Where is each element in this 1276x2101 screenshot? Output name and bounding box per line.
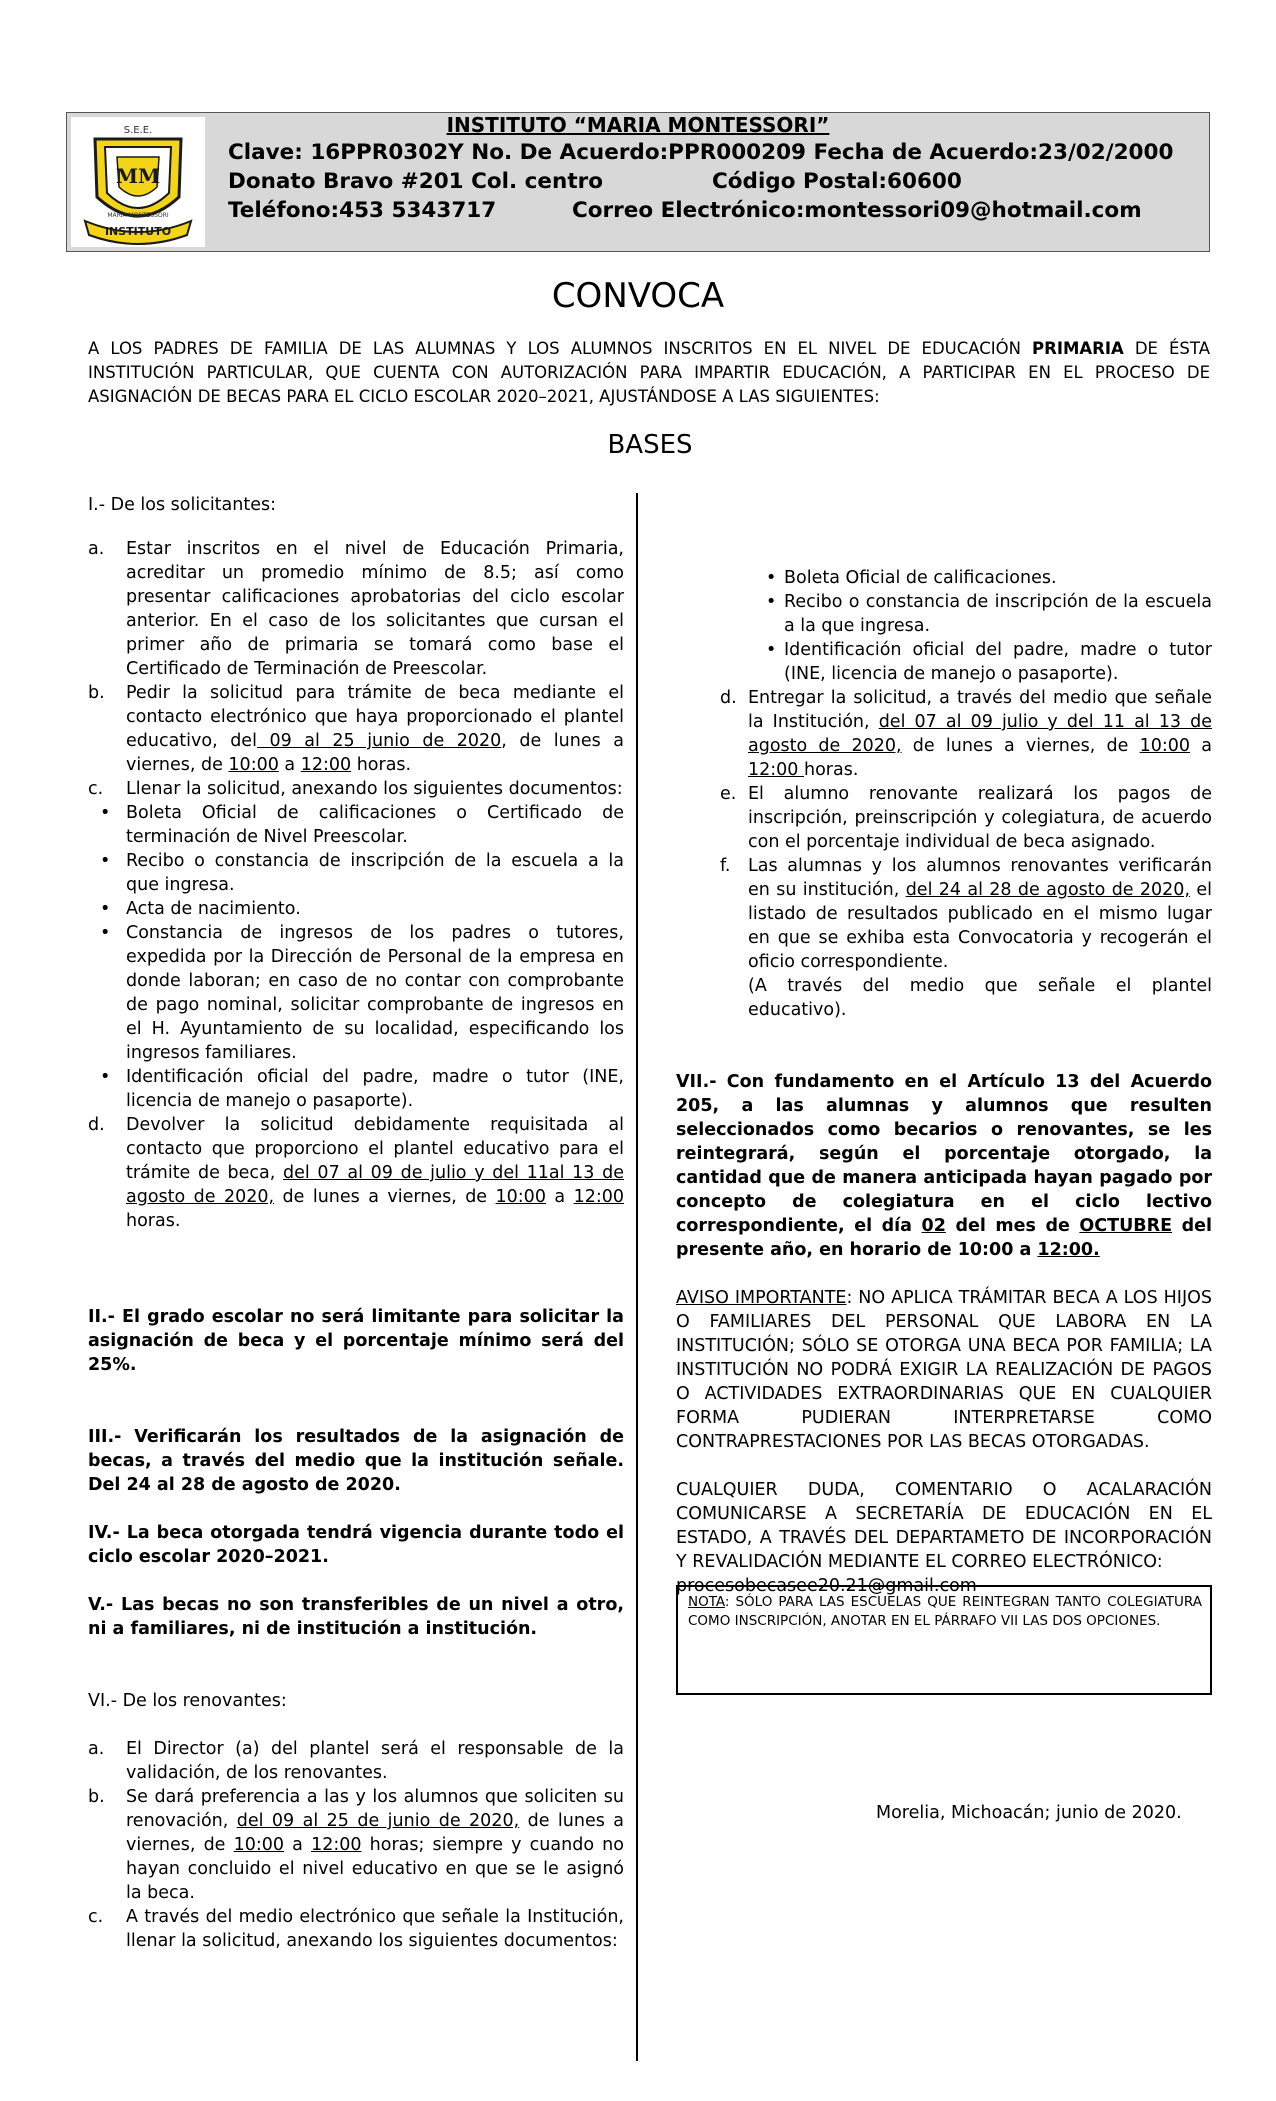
contact-paragraph: CUALQUIER DUDA, COMENTARIO O ACALARACIÓN COMUNICARSE A SECRETARÍA DE EDUCACIÓN EN EL ESTADO, A TRAVÉS DEL DEPARTAMETO DE INCORPORACIÓN Y REVALIDACIÓN MEDIANTE EL CORREO ELECTRÓNICO:: [676, 1480, 1212, 1572]
list-item: [88, 1737, 624, 1785]
header-address: Donato Bravo #201 Col. centro: [228, 169, 603, 194]
item-text: a: [278, 755, 301, 775]
section-vii-text: del mes de: [945, 1216, 1080, 1236]
section-iii: III.- Verificarán los resultados de la asignación de becas, a través del medio que la institución señale. Del 24 al 28 de agosto de 2020.: [88, 1427, 624, 1495]
column-divider: [636, 493, 638, 2061]
item-label: a.: [88, 539, 105, 559]
document-bullet: • Boleta Oficial de calificaciones o Certificado de terminación de Nivel Preescolar.: [88, 801, 624, 849]
item-text: de lunes a viernes, de: [901, 736, 1140, 756]
list-item: [720, 686, 1212, 782]
intro-paragraph: [88, 337, 1210, 409]
item-text: horas.: [126, 1211, 181, 1231]
date-range: del 09 al 25 de junio de 2020,: [236, 1811, 520, 1831]
section-vii-text: VII.- Con fundamento en el Artículo 13 del Acuerdo 205, a las alumnas y alumnos que resulten seleccionados como becarios o renovantes, se les reintegrará, según el porcentaje otorgado, la cantidad que de manera anticipada hayan pagado por concepto de colegiatura en el ciclo lectivo correspondiente, el día: [676, 1072, 1212, 1236]
item-label: f.: [720, 856, 731, 876]
document-bullet: • Recibo o constancia de inscripción de la escuela a la que ingresa.: [88, 849, 624, 897]
date-range: del 24 al 28 de agosto de 2020,: [905, 880, 1191, 900]
time: 10:00: [1139, 736, 1191, 756]
section-vii: [676, 1070, 1212, 1262]
note-text: : SÓLO PARA LAS ESCUELAS QUE REINTEGRAN TANTO COLEGIATURA COMO INSCRIPCIÓN, ANOTAR EN EL PÁRRAFO VII LAS DOS OPCIONES.: [688, 1594, 1202, 1629]
document-bullet: • Recibo o constancia de inscripción de la escuela a la que ingresa.: [766, 590, 1212, 638]
logo-monogram: MM: [115, 164, 161, 188]
item-text: El Director (a) del plantel será el responsable de la validación, de los renovantes.: [126, 1739, 624, 1783]
note-label: NOTA: [688, 1594, 725, 1610]
item-label: c.: [88, 1907, 104, 1927]
time: 12:00: [300, 755, 352, 775]
section-i-heading: I.- De los solicitantes:: [88, 495, 277, 515]
time: 12:00: [573, 1187, 624, 1207]
intro-text-a: A LOS PADRES DE FAMILIA DE LAS ALUMNAS Y LOS ALUMNOS INSCRITOS EN EL NIVEL DE EDUCACIÓN: [88, 339, 1033, 358]
item-text: A través del medio electrónico que señale la Institución, llenar la solicitud, anexando los siguientes documentos:: [126, 1907, 624, 1951]
item-text: Estar inscritos en el nivel de Educación Primaria, acreditar un promedio mínimo de 8.5; así como presentar calificaciones aprobatorias del ciclo escolar anterior. En el caso de los solicitantes que cursan el primer año de primaria se tomará como base el Certificado de Terminación de Preescolar.: [126, 539, 624, 679]
document-bullet: • Boleta Oficial de calificaciones.: [766, 566, 1212, 590]
item-text: a: [545, 1187, 574, 1207]
header-phone: Teléfono:453 5343717: [228, 198, 497, 223]
refund-day: 02: [921, 1216, 946, 1236]
institution-name: INSTITUTO “MARIA MONTESSORI”: [446, 113, 830, 137]
list-item: [88, 537, 624, 681]
time: 10:00: [228, 755, 279, 775]
list-item: [88, 1905, 624, 1953]
time: 12:00: [311, 1835, 362, 1855]
right-column: [676, 566, 1212, 1598]
logo-side-text: MARIA MONTESSORI: [107, 212, 169, 219]
refund-month: OCTUBRE: [1079, 1216, 1173, 1236]
time: 10:00: [233, 1835, 285, 1855]
item-text: Entregar la solicitud, a través del medio que señale la Institución,: [748, 688, 1212, 732]
note-box: [676, 1585, 1212, 1695]
item-text: Las alumnas y los alumnos renovantes verificarán en su institución,: [748, 856, 1212, 900]
item-text: de lunes a viernes, de: [274, 1187, 496, 1207]
date-range: del 07 al 09 de julio y del 11al 13 de agosto de 2020,: [126, 1163, 624, 1207]
intro-text-c: DE ÉSTA INSTITUCIÓN PARTICULAR, QUE CUENTA CON AUTORIZACIÓN PARA IMPARTIR EDUCACIÓN, A PARTICIPAR EN EL PROCESO DE ASIGNACIÓN DE BECAS PARA EL CICLO ESCOLAR 2020–2021, AJUSTÁNDOSE A LAS SIGUIENTES:: [88, 339, 1210, 406]
item-text: a: [284, 1835, 312, 1855]
time: 12:00: [748, 760, 804, 780]
item-text: El alumno renovante realizará los pagos de inscripción, preinscripción y colegiatura, de acuerdo con el porcentaje individual de beca asignado.: [748, 784, 1212, 852]
notice-text: : NO APLICA TRÁMITAR BECA A LOS HIJOS O FAMILIARES DEL PERSONAL QUE LABORA EN LA INSTITUCIÓN; SÓLO SE OTORGA UNA BECA POR FAMILIA; LA INSTITUCIÓN NO PODRÁ EXIGIR LA REALIZACIÓN DE PAGOS O ACTIVIDADES EXTRAORDINARIAS QUE EN CUALQUIER FORMA PUDIERAN INTERPRETARSE COMO CONTRAPRESTACIONES POR LAS BECAS OTORGADAS.: [676, 1288, 1212, 1452]
item-label: b.: [88, 683, 105, 703]
refund-time: 12:00.: [1037, 1240, 1100, 1260]
list-item: [88, 1785, 624, 1905]
item-text: horas.: [804, 760, 859, 780]
list-item: [720, 854, 1212, 1022]
item-text: Se dará preferencia a las y los alumnos que soliciten su renovación,: [126, 1787, 624, 1831]
item-text: horas; siempre y cuando no hayan concluido el nivel educativo en que se le asignó la beca.: [126, 1835, 624, 1903]
section-iv: IV.- La beca otorgada tendrá vigencia durante todo el ciclo escolar 2020–2021.: [88, 1523, 624, 1567]
header-clave-line: Clave: 16PPR0302Y No. De Acuerdo:PPR000209 Fecha de Acuerdo:23/02/2000: [228, 140, 1174, 165]
contact-email: procesobecasee20.21@gmail.com: [676, 1576, 977, 1596]
item-label: e.: [720, 784, 737, 804]
document-bullet: • Identificación oficial del padre, madre o tutor (INE, licencia de manejo o pasaporte).: [88, 1065, 624, 1113]
date-range: 09 al 25 junio de 2020: [256, 731, 502, 751]
left-column: [88, 493, 624, 1953]
section-ii: II.- El grado escolar no será limitante para solicitar la asignación de beca y el porcentaje mínimo será del 25%.: [88, 1307, 624, 1375]
item-text: , de lunes a viernes, de: [126, 731, 624, 775]
section-vii-text: del presente año, en horario de 10:00 a: [676, 1216, 1212, 1260]
list-item: [88, 1113, 624, 1233]
logo-banner-text: INSTITUTO: [104, 225, 172, 238]
item-text: horas.: [351, 755, 412, 775]
item-text: (A través del medio que señale el plantel educativo).: [748, 976, 1212, 1020]
place-date: Morelia, Michoacán; junio de 2020.: [876, 1803, 1182, 1823]
item-text: el listado de resultados publicado en el mismo lugar en que se exhiba esta Convocatoria y recogerán el oficio correspondiente.: [748, 880, 1212, 972]
item-label: a.: [88, 1739, 105, 1759]
item-label: d.: [720, 688, 737, 708]
item-text: Pedir la solicitud para trámite de beca mediante el contacto electrónico que haya proporcionado el plantel educativo, del: [126, 683, 624, 751]
important-notice: [676, 1286, 1212, 1454]
list-item: [720, 782, 1212, 854]
section-v: V.- Las becas no son transferibles de un nivel a otro, ni a familiares, ni de institución a institución.: [88, 1595, 624, 1639]
intro-level: PRIMARIA: [1032, 339, 1124, 358]
time: 10:00: [495, 1187, 546, 1207]
item-label: d.: [88, 1115, 105, 1135]
date-range: del 07 al 09 julio y del 11 al 13 de agosto de 2020,: [748, 712, 1213, 756]
document-bullet: • Acta de nacimiento.: [88, 897, 624, 921]
item-text: a: [1190, 736, 1212, 756]
item-text: Llenar la solicitud, anexando los siguientes documentos:: [126, 779, 623, 799]
notice-label: AVISO IMPORTANTE: [676, 1288, 847, 1308]
page-title: CONVOCA: [551, 276, 725, 316]
list-item: [88, 777, 624, 801]
header-email: Correo Electrónico:montessori09@hotmail.com: [572, 198, 1142, 223]
header-postal-code: Código Postal:60600: [712, 169, 962, 194]
item-label: c.: [88, 779, 104, 799]
section-vi-heading: VI.- De los renovantes:: [88, 1691, 287, 1711]
institution-header: [66, 112, 1210, 252]
document-bullet: • Identificación oficial del padre, madre o tutor (INE, licencia de manejo o pasaporte).: [766, 638, 1212, 686]
item-text: de lunes a viernes, de: [126, 1811, 625, 1855]
bases-title: BASES: [607, 430, 693, 460]
list-item: [88, 681, 624, 777]
item-label: b.: [88, 1787, 105, 1807]
logo-top-text: S.E.E.: [123, 125, 153, 136]
document-bullet: • Constancia de ingresos de los padres o tutores, expedida por la Dirección de Personal de la empresa en donde laboran; en caso de no contar con comprobante de pago nominal, solicitar comprobante de ingresos en el H. Ayuntamiento de su localidad, especificando los ingresos familiares.: [88, 921, 624, 1065]
item-text: Devolver la solicitud debidamente requisitada al contacto que proporciono el plantel educativo para el trámite de beca,: [126, 1115, 624, 1183]
